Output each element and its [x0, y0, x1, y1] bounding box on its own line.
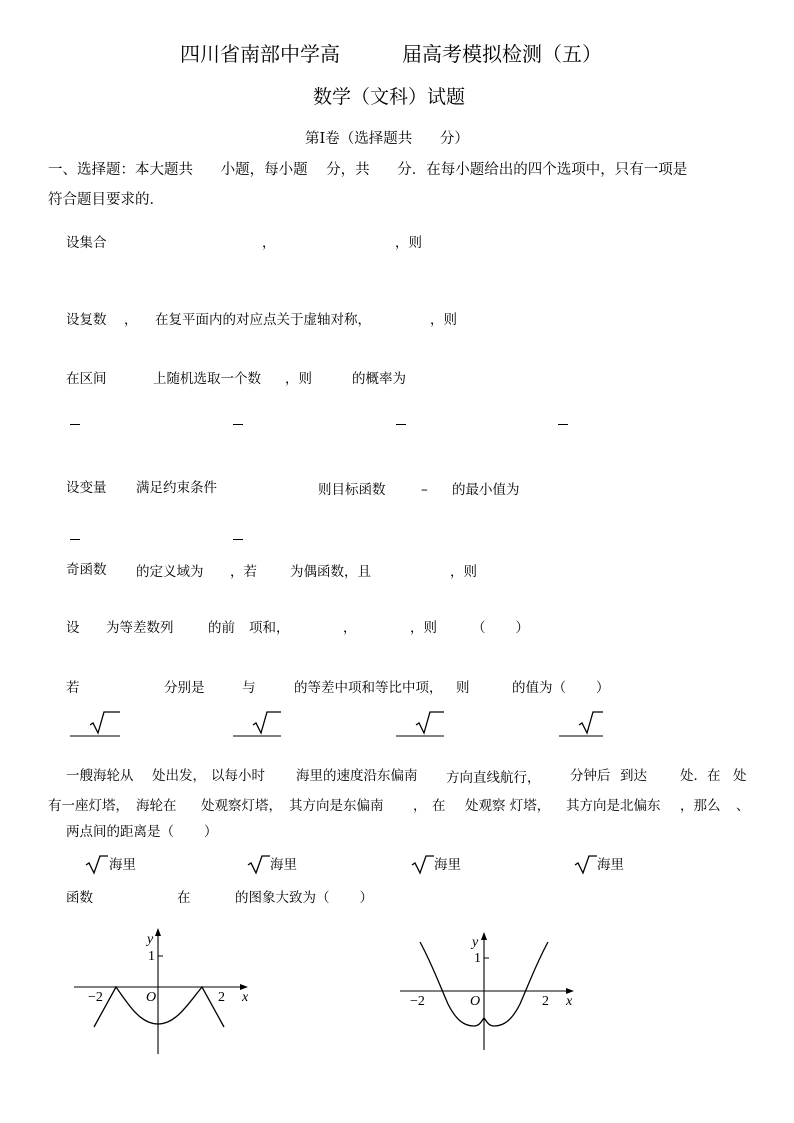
q7-text-c: 与 — [242, 680, 256, 696]
graph-a-tick-one: 1 — [148, 949, 155, 964]
q7-option-a-radical — [68, 710, 124, 740]
q7-option-b-radical — [231, 710, 287, 740]
q1-text-c: ，则 — [395, 235, 422, 251]
q8-line2-c: 处观察灯塔， — [201, 798, 282, 814]
q8-line2-b: 海轮在 — [136, 798, 177, 814]
q8-line1-f: 分钟后 — [570, 768, 611, 784]
q6-text-f: ，则 — [410, 620, 437, 636]
q7-text-b: 分别是 — [164, 680, 205, 696]
q8-line1-d: 海里的速度沿东偏南 — [296, 768, 418, 784]
q1-text-b: ， — [262, 235, 276, 251]
q6-text-a: 设 — [66, 620, 80, 636]
q8-line2-i: ，那么 — [680, 798, 721, 814]
q4-text-b: 满足约束条件 — [136, 480, 217, 496]
page-title-part1: 四川省南部中学高 — [180, 42, 340, 66]
graph-b-tick-one: 1 — [474, 951, 481, 966]
q8-line1-b: 处出发， — [152, 768, 206, 784]
q4-text-c: 则目标函数 — [318, 482, 386, 498]
q2-text-b: ， — [124, 312, 138, 328]
q3-text-d: 的概率为 — [352, 371, 406, 387]
q7-text-d: 的等差中项和等比中项， — [294, 680, 443, 696]
q8-line3: 两点间的距离是（ ） — [66, 824, 218, 840]
q8-line2-e: ， — [413, 798, 427, 814]
q2-text-d: ，则 — [430, 312, 457, 328]
q8-line1-g: 到达 — [620, 768, 647, 784]
q9-text-b: 在 — [177, 890, 191, 906]
q8-option-a-radical — [84, 854, 110, 876]
q3-option-c-fraction-bar — [396, 424, 406, 425]
graph-b-y-label: y — [472, 935, 479, 950]
q8-line2-a: 有一座灯塔， — [48, 798, 129, 814]
q6-text-b: 为等差数列 — [106, 620, 174, 636]
q5-text-d: 为偶函数，且 — [290, 564, 371, 580]
section-instruction-line2: 符合题目要求的． — [48, 192, 164, 208]
q9-graph-option-a — [68, 922, 258, 1062]
q8-line2-j: 、 — [736, 798, 750, 814]
q3-text-a: 在区间 — [66, 371, 107, 387]
q7-option-c-radical — [394, 710, 450, 740]
q2-text-c: 在复平面内的对应点关于虚轴对称， — [155, 312, 371, 328]
q8-option-c-radical — [410, 854, 436, 876]
page-subtitle: 数学（文科）试题 — [313, 86, 466, 108]
q8-option-b-unit: 海里 — [270, 857, 297, 873]
q5-text-c: ，若 — [230, 564, 257, 580]
q9-graph-option-b — [394, 924, 584, 1064]
q9-text-a: 函数 — [66, 890, 93, 906]
q8-line2-h: 其方向是北偏东 — [566, 798, 661, 814]
q6-answer-paren: （ ） — [472, 620, 530, 636]
graph-a-x-label: x — [242, 990, 249, 1005]
q6-text-e: ， — [343, 620, 357, 636]
q8-line1-a: 一艘海轮从 — [66, 768, 134, 784]
q3-option-d-fraction-bar — [558, 424, 568, 425]
q3-text-c: ，则 — [285, 371, 312, 387]
q7-option-d-radical — [557, 710, 613, 740]
q3-text-b: 上随机选取一个数 — [153, 371, 261, 387]
q1-text-a: 设集合 — [66, 235, 107, 251]
graph-b-x-label: x — [566, 994, 573, 1009]
graph-b-tick-two: 2 — [542, 994, 549, 1009]
graph-a-origin: O — [146, 990, 157, 1005]
q8-line2-f: 在 — [432, 798, 446, 814]
page-title-part2: 届高考模拟检测（五） — [402, 42, 602, 66]
q6-text-d: 项和， — [249, 620, 290, 636]
graph-a-tick-neg-two: −2 — [88, 990, 103, 1005]
q3-option-a-fraction-bar — [70, 424, 80, 425]
q8-line2-g: 处观察 灯塔， — [465, 798, 551, 814]
graph-a-y-label: y — [147, 932, 154, 947]
q8-line1-c: 以每小时 — [211, 768, 265, 784]
graph-b-origin: O — [470, 994, 481, 1009]
q4-text-d: – — [421, 482, 428, 498]
q5-text-e: ，则 — [450, 564, 477, 580]
q8-option-b-radical — [246, 854, 272, 876]
graph-b-tick-neg-two: −2 — [410, 994, 425, 1009]
q5-text-b: 的定义域为 — [136, 564, 204, 580]
volume-heading: 第Ⅰ卷（选择题共 分） — [305, 131, 469, 147]
q8-line1-h: 处．在 — [680, 768, 721, 784]
q8-option-d-unit: 海里 — [597, 857, 624, 873]
q4-option-a-fraction-bar — [70, 539, 80, 540]
q7-text-a: 若 — [66, 680, 80, 696]
q8-option-d-radical — [573, 854, 599, 876]
q3-option-b-fraction-bar — [233, 424, 243, 425]
q7-text-f: 的值为（ ） — [512, 680, 610, 696]
q4-option-b-fraction-bar — [233, 539, 243, 540]
section-instruction-line1: 一、选择题：本大题共 小题，每小题 分，共 分．在每小题给出的四个选项中，只有一项是 — [48, 162, 688, 178]
q8-option-a-unit: 海里 — [109, 857, 136, 873]
q7-text-e: 则 — [456, 680, 470, 696]
q8-line1-e: 方向直线航行， — [446, 770, 541, 786]
q8-line1-i: 处 — [733, 768, 747, 784]
q4-text-e: 的最小值为 — [452, 482, 520, 498]
q4-text-a: 设变量 — [66, 480, 107, 496]
q2-text-a: 设复数 — [66, 312, 107, 328]
q6-text-c: 的前 — [208, 620, 235, 636]
q8-option-c-unit: 海里 — [434, 857, 461, 873]
graph-a-tick-two: 2 — [218, 990, 225, 1005]
q8-line2-d: 其方向是东偏南 — [289, 798, 384, 814]
q5-text-a: 奇函数 — [66, 562, 107, 578]
q9-text-c: 的图象大致为（ ） — [235, 890, 374, 906]
